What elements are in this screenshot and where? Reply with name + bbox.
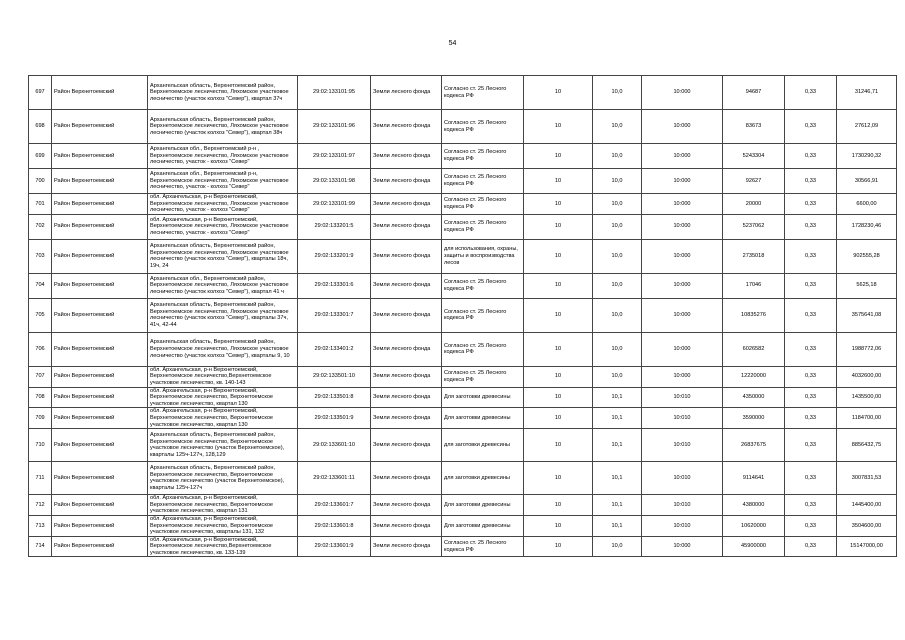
rate-cell: 0,33 [785,194,837,215]
region-cell: Район Верхнетоемский [52,214,148,239]
region-cell: Район Верхнетоемский [52,144,148,169]
row-number: 706 [29,332,52,366]
group-cell: 10,1 [593,429,642,462]
code-cell: 10 [524,332,593,366]
table-row [29,273,897,298]
cadastral-number-cell: 29:02:133601:8 [298,515,371,536]
rate-cell: 0,33 [785,495,837,516]
code-cell: 10 [524,387,593,408]
rate-cell: 0,33 [785,515,837,536]
code-cell: 10 [524,536,593,557]
address-cell: Архангельская область, Верхнетоемский район, Верхнетоемское лесничество, Верхнетоемское участковое лесничество (участок Верхнетоемское), кварталы 125ч-127ч [148,462,298,495]
rate-cell: 0,33 [785,429,837,462]
row-number: 705 [29,298,52,332]
cadastral-number-cell: 29:02:133401:2 [298,332,371,366]
area-cell: 26837675 [723,429,785,462]
row-number: 707 [29,366,52,387]
code-cell: 10 [524,169,593,194]
use-basis-cell: Для заготовки древесины [442,387,524,408]
cadastral-number-cell: 29:02:133501:9 [298,408,371,429]
cadastral-number-cell: 29:02:133601:7 [298,495,371,516]
group-cell: 10,1 [593,408,642,429]
amount-cell: 15147000,00 [837,536,897,557]
group-cell: 10,0 [593,332,642,366]
class-cell: 10:000 [642,76,723,110]
land-category-cell: Земли лесного фонда [371,214,442,239]
table-row [29,429,897,462]
group-cell: 10,1 [593,387,642,408]
code-cell: 10 [524,144,593,169]
group-cell: 10,0 [593,536,642,557]
code-cell: 10 [524,214,593,239]
amount-cell: 31246,71 [837,76,897,110]
group-cell: 10,0 [593,169,642,194]
address-cell: Архангельская область, Верхнетоемский район, Верхнетоемское лесничество, Ляхомское участковое лесничество (участок колхоз "Север"), кварталы 18ч, 19ч, 24 [148,239,298,273]
group-cell: 10,0 [593,239,642,273]
class-cell: 10:000 [642,239,723,273]
row-number: 701 [29,194,52,215]
table-row [29,536,897,557]
class-cell: 10:000 [642,273,723,298]
rate-cell: 0,33 [785,332,837,366]
amount-cell: 902555,28 [837,239,897,273]
row-number: 713 [29,515,52,536]
use-basis-cell: Для заготовки древесины [442,515,524,536]
group-cell: 10,1 [593,495,642,516]
land-category-cell: Земли лесного фонда [371,366,442,387]
group-cell: 10,0 [593,76,642,110]
row-number: 708 [29,387,52,408]
amount-cell: 1988772,06 [837,332,897,366]
use-basis-cell: для заготовки древесины [442,429,524,462]
class-cell: 10:000 [642,214,723,239]
code-cell: 10 [524,429,593,462]
amount-cell: 3575641,08 [837,298,897,332]
cadastral-number-cell: 29:02:133101:97 [298,144,371,169]
land-category-cell: Земли лесного фонда [371,298,442,332]
cadastral-number-cell: 29:02:133101:95 [298,76,371,110]
rate-cell: 0,33 [785,273,837,298]
land-register-table [28,75,897,557]
rate-cell: 0,33 [785,387,837,408]
region-cell: Район Верхнетоемский [52,169,148,194]
row-number: 709 [29,408,52,429]
cadastral-number-cell: 29:02:133301:7 [298,298,371,332]
rate-cell: 0,33 [785,169,837,194]
area-cell: 83673 [723,110,785,144]
row-number: 704 [29,273,52,298]
area-cell: 4350000 [723,387,785,408]
area-cell: 12220000 [723,366,785,387]
table-row [29,144,897,169]
use-basis-cell: Согласно ст. 25 Лесного кодекса РФ [442,536,524,557]
class-cell: 10:000 [642,298,723,332]
area-cell: 94687 [723,76,785,110]
row-number: 697 [29,76,52,110]
use-basis-cell: Для заготовки древесины [442,495,524,516]
region-cell: Район Верхнетоемский [52,387,148,408]
code-cell: 10 [524,366,593,387]
address-cell: обл. Архангельская, р-н Верхнетоемский, Верхнетоемское лесничество, Верхнетоемское участковое лесничество, квартал 131 [148,495,298,516]
code-cell: 10 [524,194,593,215]
use-basis-cell: Согласно ст. 25 Лесного кодекса РФ [442,298,524,332]
row-number: 700 [29,169,52,194]
class-cell: 10:000 [642,169,723,194]
table-row [29,298,897,332]
land-category-cell: Земли лесного фонда [371,387,442,408]
group-cell: 10,0 [593,214,642,239]
land-category-cell: Земли лесного фонда [371,332,442,366]
group-cell: 10,0 [593,273,642,298]
class-cell: 10:010 [642,515,723,536]
cadastral-number-cell: 29:02:133101:99 [298,194,371,215]
table-row [29,408,897,429]
address-cell: Архангельская область, Верхнетоемский район, Верхнетоемское лесничество, Ляхомское участковое лесничество (участок колхоз "Север"), кварталы 37ч, 41ч, 42-44 [148,298,298,332]
use-basis-cell: Для заготовки древесины [442,408,524,429]
amount-cell: 1728230,46 [837,214,897,239]
class-cell: 10:010 [642,429,723,462]
address-cell: Архангельская обл., Верхнетоемский р-н, Верхнетоемское лесничество, Ляхомское участковое лесничество, участок - колхоз "Север" [148,169,298,194]
amount-cell: 4032600,00 [837,366,897,387]
region-cell: Район Верхнетоемский [52,298,148,332]
amount-cell: 5625,18 [837,273,897,298]
group-cell: 10,0 [593,144,642,169]
table-row [29,194,897,215]
region-cell: Район Верхнетоемский [52,462,148,495]
address-cell: обл. Архангельская, р-н Верхнетоемский, Верхнетоемское лесничество, Верхнетоемское участковое лесничество, квартал 130 [148,408,298,429]
row-number: 714 [29,536,52,557]
class-cell: 10:000 [642,194,723,215]
land-category-cell: Земли лесного фонда [371,144,442,169]
area-cell: 10620000 [723,515,785,536]
class-cell: 10:000 [642,110,723,144]
address-cell: Архангельская обл., Верхнетоемский район, Верхнетоемское лесничество, Ляхомское участковое лесничество (участок колхоз "Север"), квартал 41 ч [148,273,298,298]
table-row [29,366,897,387]
class-cell: 10:010 [642,408,723,429]
region-cell: Район Верхнетоемский [52,495,148,516]
address-cell: обл. Архангельская, р-н Верхнетоемский, Верхнетоемское лесничество,Верхнетоемское участковое лесничество, кв. 133-139 [148,536,298,557]
class-cell: 10:000 [642,536,723,557]
address-cell: Архангельская обл., Верхнетоемский р-н , Верхнетоемское лесничество, Ляхомское участковое лесничество, участок - колхоз "Север" [148,144,298,169]
area-cell: 3590000 [723,408,785,429]
rate-cell: 0,33 [785,144,837,169]
address-cell: Архангельская область, Верхнетоемский район, Верхнетоемское лесничество, Ляхомское участковое лесничество (участок колхоз "Север"), квартал 37ч [148,76,298,110]
area-cell: 5243304 [723,144,785,169]
table-row [29,462,897,495]
area-cell: 5237062 [723,214,785,239]
region-cell: Район Верхнетоемский [52,408,148,429]
address-cell: Архангельская область, Верхнетоемский район, Верхнетоемское лесничество, Верхнетоемское участковое лесничество (участок Верхнетоемское), кварталы 125ч-127ч, 128,129 [148,429,298,462]
group-cell: 10,0 [593,110,642,144]
use-basis-cell: Согласно ст. 25 Лесного кодекса РФ [442,332,524,366]
region-cell: Район Верхнетоемский [52,273,148,298]
group-cell: 10,1 [593,515,642,536]
amount-cell: 1435500,00 [837,387,897,408]
address-cell: обл. Архангельская, р-н Верхнетоемский, Верхнетоемское лесничество, Верхнетоемское участковое лесничество, кварталы 131, 132 [148,515,298,536]
area-cell: 2735018 [723,239,785,273]
area-cell: 92627 [723,169,785,194]
cadastral-number-cell: 29:02:133101:98 [298,169,371,194]
use-basis-cell: Согласно ст. 25 Лесного кодекса РФ [442,273,524,298]
class-cell: 10:010 [642,462,723,495]
table-row [29,214,897,239]
region-cell: Район Верхнетоемский [52,366,148,387]
region-cell: Район Верхнетоемский [52,332,148,366]
amount-cell: 1730290,32 [837,144,897,169]
land-category-cell: Земли лесного фонда [371,462,442,495]
cadastral-number-cell: 29:02:133201:9 [298,239,371,273]
code-cell: 10 [524,298,593,332]
land-category-cell: Земли лесного фонда [371,110,442,144]
code-cell: 10 [524,462,593,495]
table-row [29,169,897,194]
amount-cell: 27612,09 [837,110,897,144]
address-cell: Архангельская область, Верхнетоемский район, Верхнетоемское лесничество, Ляхомское участковое лесничество (участок колхоз "Север"), кварталы 9, 10 [148,332,298,366]
rate-cell: 0,33 [785,536,837,557]
area-cell: 17046 [723,273,785,298]
rate-cell: 0,33 [785,408,837,429]
address-cell: обл. Архангельская, р-н Верхнетоемский, Верхнетоемское лесничество, Верхнетоемское участковое лесничество, квартал 130 [148,387,298,408]
land-category-cell: Земли лесного фонда [371,515,442,536]
code-cell: 10 [524,408,593,429]
region-cell: Район Верхнетоемский [52,110,148,144]
class-cell: 10:010 [642,495,723,516]
land-category-cell: Земли лесного фонда [371,495,442,516]
row-number: 699 [29,144,52,169]
cadastral-number-cell: 29:02:133601:11 [298,462,371,495]
class-cell: 10:000 [642,144,723,169]
region-cell: Район Верхнетоемский [52,76,148,110]
group-cell: 10,0 [593,298,642,332]
land-category-cell: Земли лесного фонда [371,194,442,215]
code-cell: 10 [524,273,593,298]
class-cell: 10:000 [642,366,723,387]
cadastral-number-cell: 29:02:133101:96 [298,110,371,144]
page-number: 54 [448,40,457,47]
table-row [29,239,897,273]
amount-cell: 1445400,00 [837,495,897,516]
group-cell: 10,0 [593,194,642,215]
rate-cell: 0,33 [785,462,837,495]
use-basis-cell: Согласно ст. 25 Лесного кодекса РФ [442,169,524,194]
cadastral-number-cell: 29:02:133501:8 [298,387,371,408]
class-cell: 10:000 [642,332,723,366]
rate-cell: 0,33 [785,214,837,239]
amount-cell: 3007831,53 [837,462,897,495]
area-cell: 20000 [723,194,785,215]
region-cell: Район Верхнетоемский [52,429,148,462]
land-category-cell: Земли лесного фонда [371,169,442,194]
use-basis-cell: Согласно ст. 25 Лесного кодекса РФ [442,194,524,215]
land-category-cell: Земли лесного фонда [371,536,442,557]
amount-cell: 1184700,00 [837,408,897,429]
area-cell: 10835276 [723,298,785,332]
amount-cell: 8856432,75 [837,429,897,462]
rate-cell: 0,33 [785,298,837,332]
cadastral-number-cell: 29:02:133601:9 [298,536,371,557]
table-row [29,110,897,144]
amount-cell: 3504600,00 [837,515,897,536]
table-body [29,76,897,557]
rate-cell: 0,33 [785,76,837,110]
use-basis-cell: Согласно ст. 25 Лесного кодекса РФ [442,76,524,110]
land-category-cell: Земли лесного фонда [371,429,442,462]
code-cell: 10 [524,515,593,536]
land-category-cell: Земли лесного фонда [371,76,442,110]
use-basis-cell: для заготовки древесины [442,462,524,495]
area-cell: 45900000 [723,536,785,557]
row-number: 698 [29,110,52,144]
row-number: 710 [29,429,52,462]
region-cell: Район Верхнетоемский [52,515,148,536]
area-cell: 9114641 [723,462,785,495]
table-row [29,76,897,110]
land-category-cell: Земли лесного фонда [371,239,442,273]
use-basis-cell: Согласно ст. 25 Лесного кодекса РФ [442,110,524,144]
region-cell: Район Верхнетоемский [52,239,148,273]
table-row [29,515,897,536]
code-cell: 10 [524,495,593,516]
area-cell: 4380000 [723,495,785,516]
group-cell: 10,0 [593,366,642,387]
cadastral-number-cell: 29:02:133501:10 [298,366,371,387]
rate-cell: 0,33 [785,110,837,144]
code-cell: 10 [524,110,593,144]
land-category-cell: Земли лесного фонда [371,408,442,429]
address-cell: Архангельская область, Верхнетоемский район, Верхнетоемское лесничество, Ляхомское участковое лесничество (участок колхоз "Север"), квартал 38ч [148,110,298,144]
amount-cell: 30566,91 [837,169,897,194]
use-basis-cell: для использования, охраны, защиты и воспроизводства лесов [442,239,524,273]
cadastral-number-cell: 29:02:133301:6 [298,273,371,298]
address-cell: обл. Архангельская, р-н Верхнетоемский, Верхнетоемское лесничество, Ляхомское участковое лесничество, участок - колхоз "Север" [148,214,298,239]
address-cell: обл. Архангельская, р-н Верхнетоемский, Верхнетоемское лесничество,Верхнетоемское участковое лесничество, кв. 140-143 [148,366,298,387]
table-row [29,495,897,516]
amount-cell: 6600,00 [837,194,897,215]
region-cell: Район Верхнетоемский [52,536,148,557]
use-basis-cell: Согласно ст. 25 Лесного кодекса РФ [442,144,524,169]
code-cell: 10 [524,239,593,273]
rate-cell: 0,33 [785,239,837,273]
use-basis-cell: Согласно ст. 25 Лесного кодекса РФ [442,214,524,239]
cadastral-number-cell: 29:02:133201:5 [298,214,371,239]
area-cell: 6026582 [723,332,785,366]
row-number: 712 [29,495,52,516]
group-cell: 10,1 [593,462,642,495]
code-cell: 10 [524,76,593,110]
class-cell: 10:010 [642,387,723,408]
land-category-cell: Земли лесного фонда [371,273,442,298]
row-number: 702 [29,214,52,239]
row-number: 703 [29,239,52,273]
row-number: 711 [29,462,52,495]
region-cell: Район Верхнетоемский [52,194,148,215]
use-basis-cell: Согласно ст. 25 Лесного кодекса РФ [442,366,524,387]
address-cell: обл. Архангельская, р-н Верхнетоемский, Верхнетоемское лесничество, Ляхомское участковое лесничество, участок - колхоз "Север" [148,194,298,215]
table-row [29,387,897,408]
rate-cell: 0,33 [785,366,837,387]
cadastral-number-cell: 29:02:133601:10 [298,429,371,462]
table-row [29,332,897,366]
